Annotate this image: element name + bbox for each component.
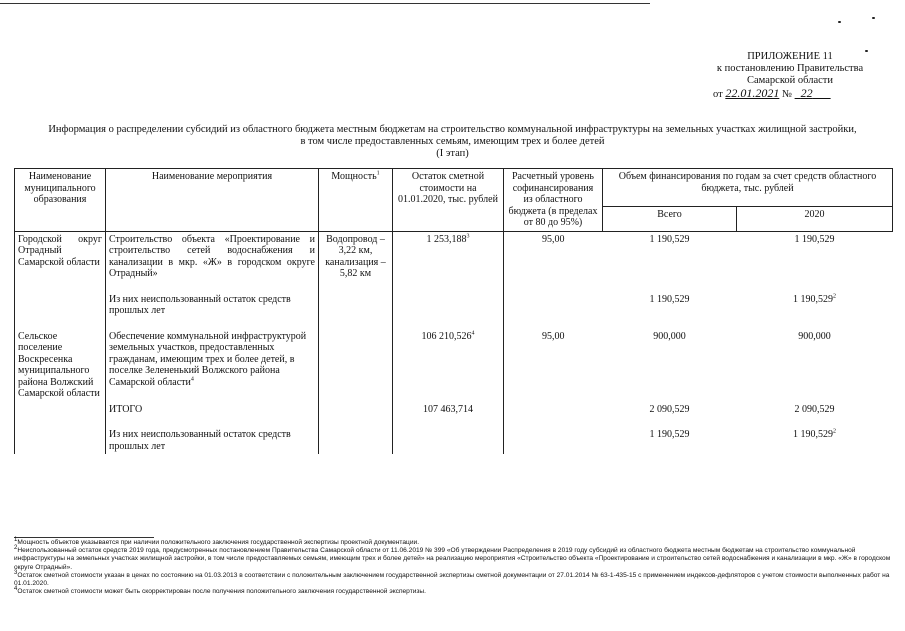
- title-main: Информация о распределении субсидий из областного бюджета местным бюджетам на строительство коммунальной инфраструктуры на земельных участках жилищной застройки,: [48, 124, 857, 135]
- header-capacity: Мощность$^1$: [319, 169, 393, 232]
- number-label: №: [781, 89, 792, 100]
- table-row: [15, 427, 893, 454]
- table-row: [15, 292, 893, 319]
- header-total: Всего: [603, 207, 737, 232]
- cell-cofinancing: 95,00: [542, 233, 565, 245]
- cell-total: 900,000: [653, 330, 686, 342]
- title-line2: в том числе предоставленных семьям, имеющим трех и более детей: [300, 136, 605, 147]
- from-label: от: [713, 89, 723, 100]
- cell-year: 900,000: [798, 330, 831, 342]
- decree-number: 22: [800, 86, 813, 100]
- cell-remaining-cost: 106 210,526$^4$: [393, 329, 504, 402]
- table-row: [15, 402, 893, 418]
- header-remaining-cost: Остаток сметной стоимости на 01.01.2020, тыс. рублей: [393, 169, 504, 232]
- scan-speck: [872, 17, 875, 19]
- cell-cofinancing: [504, 402, 603, 418]
- header-funding: Объем финансирования по годам за счет средств областного бюджета, тыс. рублей: [603, 169, 893, 207]
- cell-remaining-cost: 1 253,188$^3$: [393, 231, 504, 282]
- cell-remaining-cost: [393, 292, 504, 319]
- cell-total: 1 190,529: [649, 429, 690, 440]
- document-title: [10, 124, 895, 160]
- table-row: [15, 231, 893, 282]
- subsidy-table: [14, 168, 893, 454]
- cell-capacity: Водопровод – 3,22 км, канализация – 5,82 км: [319, 231, 393, 282]
- footnote-separator: [14, 537, 154, 538]
- footnote-4: $^4$Остаток сметной стоимости может быть скорректирован после получения положительного заключения государственной экспертизы.: [14, 586, 427, 596]
- cell-capacity: [319, 427, 393, 454]
- appendix-title: ПРИЛОЖЕНИЕ 11: [747, 51, 833, 62]
- header-cofinancing: Расчетный уровень софинансирования из областного бюджета (в пределах от 80 до 95%): [504, 169, 603, 232]
- cell-year: 1 190,529$^2$: [793, 428, 836, 440]
- cell-cofinancing: [504, 292, 603, 319]
- cell-capacity: [319, 329, 393, 402]
- table-row: [15, 329, 893, 402]
- header-event: Наименование мероприятия: [106, 169, 319, 232]
- appendix-header: [690, 51, 890, 101]
- appendix-line2: Самарской области: [747, 75, 833, 86]
- cell-year: 1 190,529: [794, 233, 835, 245]
- cell-remaining-cost: 107 463,714: [393, 402, 504, 418]
- footnote-1: $^1$Мощность объектов указывается при наличии положительного заключения государственной экспертизы проектной документации.: [14, 536, 420, 546]
- cell-capacity: [319, 402, 393, 418]
- cell-municipality: [15, 292, 106, 319]
- cell-total: 1 190,529: [649, 293, 690, 305]
- cell-event: Из них неиспользованный остаток средств прошлых лет: [106, 292, 319, 319]
- cell-event: Обеспечение коммунальной инфраструктурой земельных участков, предоставленных гражданам, имеющим трех и более детей, в поселке Зелененький Волжского района Самарской области$^4$: [106, 329, 319, 402]
- cell-total: 1 190,529: [649, 233, 690, 245]
- cell-event: Строительство объекта «Проектирование и строительство сетей водоснабжения и канализации в мкр. «Ж» в городском округе Отрадный»: [106, 231, 319, 282]
- cell-capacity: [319, 292, 393, 319]
- footnote-2: $^2$Неиспользованный остаток средств 2019 года, предусмотренных постановлением Правительства Самарской области от 11.06.2019 № 399 «Об утверждении Распределения в 2019 году субсидий из областного бюджета местным бюджетам на строительство коммунальной инфраструктуры на земельных участках жилищной застройки, в том числе предоставляемых семьям, имеющим трех и более детей» на реализацию мероприятия «Строительство объекта «Проектирование и строительство сетей водоснабжения и канализации в мкр. «Ж» в городском округе Отрадный».: [14, 545, 891, 571]
- scan-speck: [838, 21, 841, 23]
- header-municipality: Наименование муниципального образования: [15, 169, 106, 232]
- decree-date: 22.01.2021: [725, 86, 780, 100]
- cell-year: 1 190,529$^2$: [793, 293, 836, 305]
- cell-municipality: [15, 427, 106, 454]
- scan-top-border: [0, 3, 650, 4]
- title-stage: (I этап): [436, 148, 469, 159]
- cell-cofinancing: [504, 427, 603, 454]
- cell-total: 2 090,529: [649, 403, 690, 415]
- cell-municipality: Городской округ Отрадный Самарской области: [15, 231, 106, 282]
- footnote-3: $^3$Остаток сметной стоимости указан в ценах по состоянию на 01.03.2013 в соответствии с положительным заключением государственной экспертизы сметной документации от 27.01.2014 № 63-1-435-15 с применением индексов-дефляторов с учетом стоимости выполненных работ на 01.01.2020.: [14, 569, 890, 588]
- cell-event: Из них неиспользованный остаток средств прошлых лет: [106, 427, 319, 454]
- cell-municipality: [15, 402, 106, 418]
- appendix-signature-line: [690, 87, 890, 101]
- header-year: 2020: [737, 207, 893, 232]
- cell-cofinancing: 95,00: [542, 330, 565, 342]
- cell-event: ИТОГО: [106, 402, 319, 418]
- cell-remaining-cost: [393, 427, 504, 454]
- appendix-line1: к постановлению Правительства: [716, 63, 864, 74]
- footnotes: [14, 536, 892, 596]
- cell-year: 2 090,529: [794, 403, 835, 415]
- cell-municipality: Сельское поселение Воскресенка муниципального района Волжский Самарской области: [15, 329, 106, 402]
